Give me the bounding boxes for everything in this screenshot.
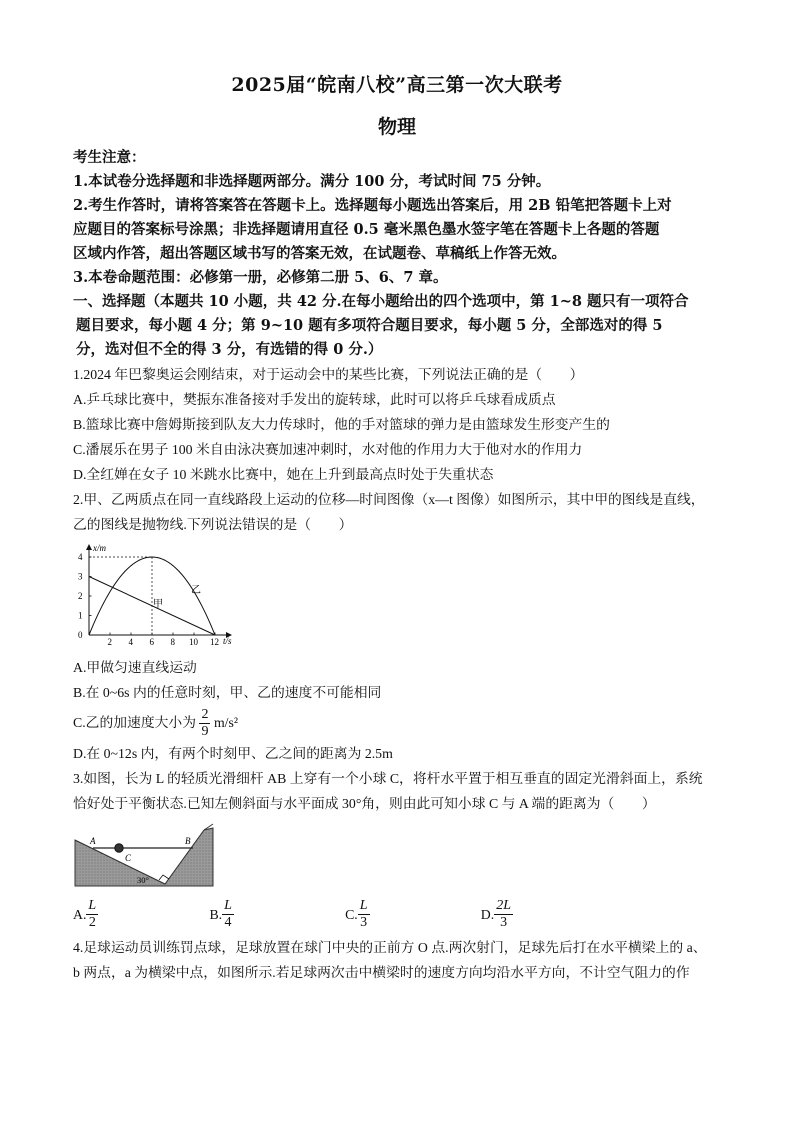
exam-content: [73, 146, 725, 985]
fraction-numerator: 2: [201, 707, 209, 723]
x-tick-label: 4: [128, 637, 133, 647]
fraction-numerator: 2L: [496, 898, 511, 913]
q1-option-b: B.篮球比赛中詹姆斯接到队友大力传球时，他的手对篮球的弹力是由篮球发生形变产生的: [73, 417, 610, 432]
fraction-denominator: 9: [201, 724, 209, 740]
option-fraction: [86, 898, 98, 931]
notice-line: 2.考生作答时，请将答案答在答题卡上。选择题每小题选出答案后，用 2B 铅笔把答题卡上对: [73, 197, 672, 214]
incline-figure: [73, 820, 218, 892]
series-label-yi: 乙: [191, 585, 201, 596]
notice-line: 应题目的答案标号涂黑；非选择题请用直径 0.5 毫米黑色墨水签字笔在答题卡上各题的答题: [73, 221, 660, 238]
option-fraction: [494, 898, 513, 931]
x-axis-label: t/s: [223, 636, 232, 646]
fraction-denominator: 3: [360, 915, 368, 930]
x-tick-label: 10: [189, 637, 198, 647]
section-heading: 题目要求，每小题 4 分；第 9~10 题有多项符合题目要求，每小题 5 分，全部选对的得 5: [76, 317, 663, 334]
label-a: A: [90, 836, 96, 846]
q3-option-d: [481, 898, 513, 931]
y-tick-label: 4: [78, 552, 83, 562]
y-tick-label: 2: [78, 591, 83, 601]
section-heading: 一、选择题（本题共 10 小题，共 42 分.在每小题给出的四个选项中，第 1~8 题只有一项符合: [73, 293, 689, 310]
y-tick-label: 0: [78, 630, 83, 640]
q1-option-a: A.乒乓球比赛中，樊振东准备接对手发出的旋转球，此时可以将乒乓球看成质点: [73, 392, 556, 407]
q2-option-c-prefix: C.乙的加速度大小为: [73, 715, 197, 730]
fraction-numerator: L: [88, 898, 97, 913]
q3-options: [73, 898, 513, 931]
q3-stem: 恰好处于平衡状态.已知左侧斜面与水平面成 30°角，则由此可知小球 C 与 A 端的距离为（ ）: [73, 796, 656, 811]
label-c: C: [125, 853, 132, 863]
fraction-numerator: L: [359, 898, 368, 913]
fraction-denominator: 3: [500, 915, 508, 930]
label-angle: 30°: [137, 875, 149, 885]
y-axis-label: x/m: [93, 543, 106, 553]
subject-title: 物理: [377, 116, 416, 138]
option-fraction: [358, 898, 370, 931]
q2-stem: 2.甲、乙两质点在同一直线路段上运动的位移—时间图像（x—t 图像）如图所示，其中甲的图线是直线，: [73, 492, 705, 507]
notice-line: 区域内作答，超出答题区域书写的答案无效，在试题卷、草稿纸上作答无效。: [73, 245, 566, 262]
q1-option-d: D.全红婵在女子 10 米跳水比赛中，她在上升到最高点时处于失重状态: [73, 467, 494, 482]
x-tick-label: 12: [210, 637, 219, 647]
q2-option-c-fraction: [199, 707, 210, 740]
x-tick-label: 2: [107, 637, 112, 647]
q3-option-b: [209, 898, 233, 931]
fraction-numerator: L: [224, 898, 232, 913]
q2-option-c: [73, 705, 725, 741]
q2-option-c-unit: m/s²: [213, 715, 239, 730]
fraction-denominator: 4: [224, 915, 232, 930]
q1-stem: 1.2024 年巴黎奥运会刚结束，对于运动会中的某些比赛，下列说法正确的是（ ）: [73, 367, 584, 382]
q3-stem: 3.如图，长为 L 的轻质光滑细杆 AB 上穿有一个小球 C，将杆水平置于相互垂直的固定光滑斜面上，系统: [73, 771, 703, 786]
option-label: A.: [73, 906, 87, 922]
notice-line: 1.本试卷分选择题和非选择题两部分。满分 100 分，考试时间 75 分钟。: [73, 173, 551, 190]
q1-option-c: C.潘展乐在男子 100 米自由泳决赛加速冲刺时，水对他的作用力大于他对水的作用力: [73, 442, 583, 457]
q3-option-c: [345, 898, 369, 931]
y-tick-label: 3: [78, 571, 83, 582]
q3-option-a: [73, 898, 98, 931]
xt-graph: [73, 541, 243, 649]
series-label-jia: 甲: [153, 599, 163, 610]
option-fraction: [222, 898, 234, 931]
q4-stem: 4.足球运动员训练罚点球，足球放置在球门中央的正前方 O 点.两次射门，足球先后打在水平横梁上的 a、: [73, 940, 707, 955]
q2-option-a: A.甲做匀速直线运动: [73, 660, 197, 675]
notice-heading: 考生注意：: [73, 149, 146, 166]
label-b: B: [185, 836, 191, 846]
option-label: D.: [480, 906, 495, 922]
q2-option-d: D.在 0~12s 内，有两个时刻甲、乙之间的距离为 2.5m: [73, 746, 393, 761]
series-curve-yi: [89, 557, 215, 635]
notice-line: 3.本卷命题范围：必修第一册，必修第二册 5、6、7 章。: [73, 269, 448, 286]
ball-c: [115, 844, 123, 852]
x-tick-label: 8: [170, 637, 175, 647]
x-tick-label: 6: [149, 637, 154, 647]
option-label: C.: [345, 906, 358, 922]
y-tick-label: 1: [78, 610, 83, 621]
option-label: B.: [209, 906, 223, 922]
q4-stem: b 两点，a 为横梁中点，如图所示.若足球两次击中横梁时的速度方向均沿水平方向，不计空气阻力的作: [73, 965, 690, 980]
q2-option-b: B.在 0~6s 内的任意时刻，甲、乙的速度不可能相同: [73, 685, 382, 700]
section-heading: 分，选对但不全的得 3 分，有选错的得 0 分.）: [76, 341, 383, 358]
fraction-denominator: 2: [88, 915, 96, 930]
q2-stem: 乙的图线是抛物线.下列说法错误的是（ ）: [73, 517, 353, 532]
exam-title: 2025届“皖南八校”高三第一次大联考: [231, 74, 563, 96]
